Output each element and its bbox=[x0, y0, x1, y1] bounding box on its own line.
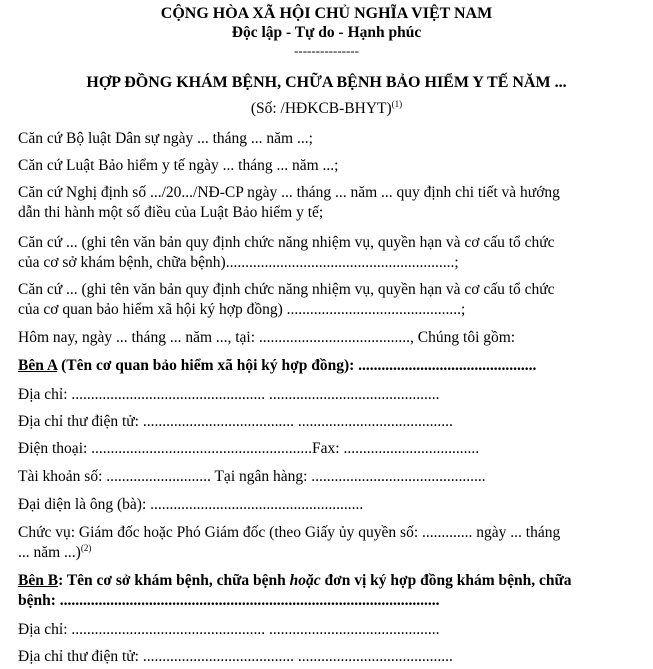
basis-line: Căn cứ Bộ luật Dân sự ngày ... tháng ... năm ...; bbox=[18, 130, 313, 147]
meeting-line: Hôm nay, ngày ... tháng ... năm ..., tại: ......................................., Chúng tôi gồm: bbox=[18, 329, 516, 346]
party-b-address: Địa chỉ: .................................................. ............................................ bbox=[18, 621, 440, 638]
party-a-email: Địa chỉ thư điện tử: ....................................... ........................................ bbox=[18, 413, 453, 430]
party-a-heading bbox=[18, 357, 536, 375]
party-a-label: Bên A bbox=[18, 357, 58, 374]
party-b-desc: : Tên cơ sở khám bệnh, chữa bệnh bbox=[58, 572, 290, 589]
motto: Độc lập - Tự do - Hạnh phúc bbox=[231, 24, 422, 41]
basis-line: của cơ quan bảo hiểm xã hội ký hợp đồng) .............................................; bbox=[18, 301, 466, 318]
party-b-label: Bên B bbox=[18, 572, 59, 589]
basis-line: của cơ sở khám bệnh, chữa bệnh)...........................................................; bbox=[18, 254, 459, 271]
party-b-or: hoặc bbox=[289, 572, 321, 589]
contract-number bbox=[0, 100, 653, 118]
contract-title: HỢP ĐỒNG KHÁM BỆNH, CHỮA BỆNH BẢO HIỂM Y TẾ NĂM ... bbox=[86, 74, 567, 91]
basis-line: dẫn thi hành một số điều của Luật Bảo hiểm y tế; bbox=[18, 204, 324, 221]
party-a-position: Chức vụ: Giám đốc hoặc Phó Giám đốc (theo Giấy ủy quyền số: ............. ngày ... tháng bbox=[18, 524, 561, 541]
basis-line: Căn cứ ... (ghi tên văn bản quy định chức năng nhiệm vụ, quyền hạn và cơ cấu tổ chức bbox=[18, 281, 555, 298]
heading-divider: --------------- bbox=[294, 43, 359, 58]
party-a-account: Tài khoản số: ........................... Tại ngân hàng: ............................................. bbox=[18, 468, 486, 485]
footnote-2: (2) bbox=[80, 542, 92, 553]
party-a-position-text: ... năm ...) bbox=[18, 544, 81, 561]
party-b-name: bệnh: .................................................................................................. bbox=[18, 592, 440, 609]
party-a-address: Địa chỉ: .................................................. ............................................ bbox=[18, 386, 440, 403]
party-a-representative: Đại diện là ông (bà): ....................................................... bbox=[18, 496, 364, 513]
party-b-desc-end: đơn vị ký hợp đồng khám bệnh, chữa bbox=[320, 572, 572, 589]
party-a-desc: (Tên cơ quan bảo hiểm xã hội ký hợp đồng): .............................................. bbox=[57, 357, 537, 374]
party-b-name-line bbox=[18, 592, 440, 610]
basis-line: Căn cứ ... (ghi tên văn bản quy định chức năng nhiệm vụ, quyền hạn và cơ cấu tổ chức bbox=[18, 234, 555, 251]
contract-number-text: (Số: /HĐKCB-BHYT) bbox=[250, 100, 392, 117]
basis-line: Căn cứ Luật Bảo hiểm y tế ngày ... tháng ... năm ...; bbox=[18, 157, 339, 174]
basis-line: Căn cứ Nghị định số .../20.../NĐ-CP ngày ... tháng ... năm ... quy định chi tiết và hướng bbox=[18, 184, 560, 201]
party-a-position-cont bbox=[18, 544, 91, 562]
party-b-heading bbox=[18, 572, 572, 590]
party-a-phone: Điện thoại: .........................................................Fax: ................................... bbox=[18, 440, 480, 457]
party-b-email: Địa chỉ thư điện tử: ....................................... ........................................ bbox=[18, 648, 453, 665]
national-heading: CỘNG HÒA XÃ HỘI CHỦ NGHĨA VIỆT NAM bbox=[160, 5, 493, 22]
footnote-1: (1) bbox=[391, 98, 403, 109]
